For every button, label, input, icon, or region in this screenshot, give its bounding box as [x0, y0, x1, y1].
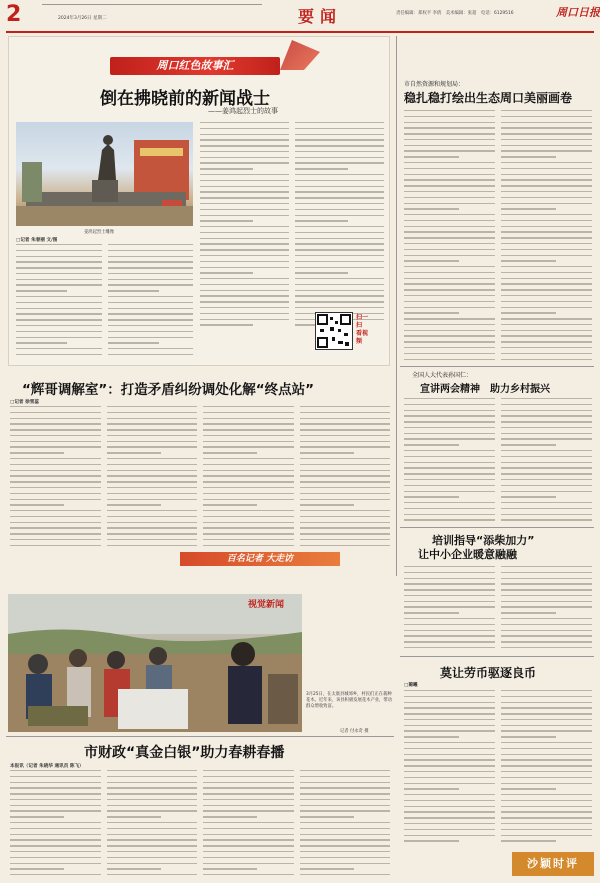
editors-line: 责任编辑：郑权平 李倩 美术编辑：张超 电话：6129516 — [396, 11, 514, 16]
npc-title: 宣讲两会精神 助力乡村振兴 — [420, 384, 550, 395]
video-qr-code[interactable] — [315, 312, 353, 350]
training-title-line1: 培训指导“添柴加力” — [432, 534, 535, 547]
red-story-subtitle: ——姜鸿起烈士的故事 — [208, 107, 278, 115]
finance-top-rule — [6, 736, 394, 737]
finance-body — [10, 770, 390, 878]
page-number: 2 — [6, 2, 22, 27]
reporters-banner: 百名记者 大走访 — [180, 552, 340, 566]
mediation-body — [10, 406, 390, 548]
ecology-title: 稳扎稳打绘出生态周口美丽画卷 — [404, 91, 573, 105]
section-title: 要闻 — [298, 7, 343, 26]
paper-logo: 周口日报 — [556, 6, 600, 19]
ecology-body — [404, 110, 592, 364]
ecology-kicker: 市自然资源和规划局： — [404, 81, 465, 88]
training-title-line2: 让中小企业暖意融融 — [418, 548, 517, 561]
commentary-byline: □蔺曦 — [404, 683, 418, 688]
npc-divider — [400, 527, 594, 528]
red-story-body-left — [16, 244, 193, 360]
masthead-rule — [6, 31, 594, 33]
finance-byline: 本报讯（记者 朱晓华 通讯员 陈飞） — [10, 764, 84, 769]
right-column-divider — [396, 36, 397, 576]
red-story-banner: 周口红色故事汇 — [110, 57, 280, 75]
red-story-byline: □记者 朱春丽 文/图 — [16, 238, 58, 243]
visual-news-label: 视觉新闻 — [248, 600, 285, 610]
issue-date: 2024年3月26日 星期二 — [58, 16, 107, 21]
npc-body — [404, 398, 592, 524]
farmers-photo — [8, 594, 302, 732]
masthead-left-box — [42, 4, 262, 15]
mediation-byline: □记者 徐雪蕊 — [10, 400, 39, 405]
finance-title: 市财政“真金白银”助力春耕春播 — [84, 745, 285, 761]
npc-kicker: 全国人大代表孙国仁： — [412, 372, 473, 379]
red-story-title: 倒在拂晓前的新闻战士 — [100, 89, 270, 109]
ecology-divider — [400, 366, 594, 367]
commentary-body — [404, 690, 592, 846]
visual-news-caption: 3月25日，在太康县城郊乡，村民们正在栽种花木。近年来，该县积极发展花木产业，带动群众增收致富。 — [306, 692, 392, 709]
statue-photo-caption: 姜鸿起烈士雕像 — [84, 230, 115, 235]
red-story-body-right — [200, 122, 384, 326]
commentary-top-rule — [400, 656, 594, 657]
qr-caption: 扫一扫 看视频 — [356, 314, 369, 345]
mediation-title: “辉哥调解室”：打造矛盾纠纷调处化解“终点站” — [22, 382, 314, 398]
commentary-title: 莫让劳币驱逐良币 — [440, 666, 537, 680]
training-body — [404, 566, 592, 654]
visual-news-credit: 记者 付永奇 摄 — [340, 729, 369, 734]
commentary-column-badge: 沙颖时评 — [512, 852, 594, 876]
statue-photo — [16, 122, 193, 226]
